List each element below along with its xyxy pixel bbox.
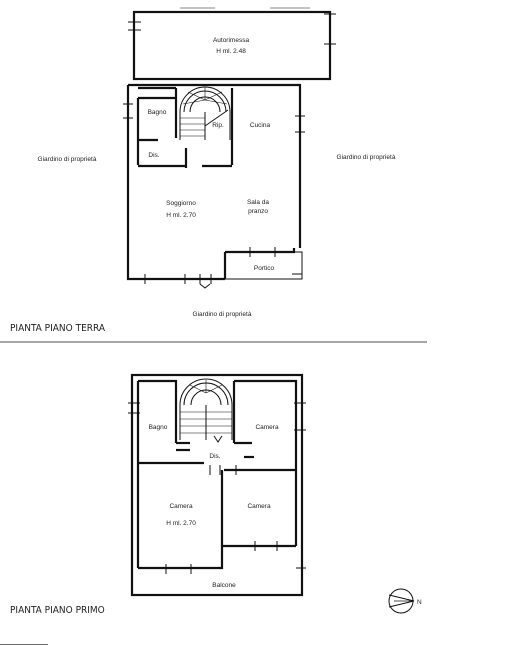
label-garage-height: H ml. 2.48 <box>216 48 246 55</box>
label-garage: Autorimessa <box>212 37 250 44</box>
label-garden-left: Giardino di proprietà <box>37 156 97 163</box>
title-ground-floor: PIANTA PIANO TERRA <box>10 323 105 334</box>
label-dining-1: Sala da <box>246 199 270 206</box>
garage-walls <box>134 12 330 79</box>
label-bathroom-ground: Bagno <box>147 109 167 116</box>
label-bedroom-se: Camera <box>247 503 271 510</box>
label-bedroom-sw-height: H ml. 2.70 <box>166 520 196 527</box>
label-kitchen: Cucina <box>249 122 271 129</box>
first-floor-plan <box>128 375 306 595</box>
label-living-height: H ml. 2.70 <box>166 212 196 219</box>
label-bathroom-first: Bagno <box>148 424 168 431</box>
label-garden-bottom: Giardino di proprietà <box>192 311 252 318</box>
north-arrow-icon <box>389 589 414 613</box>
title-first-floor: PIANTA PIANO PRIMO <box>10 605 105 616</box>
north-label: N <box>417 599 422 606</box>
label-living-room: Soggiorno <box>166 200 196 207</box>
label-hallway-first: Dis. <box>209 453 221 460</box>
label-porch: Portico <box>253 265 275 272</box>
entrance-marker <box>200 284 210 288</box>
label-storage: Rip. <box>212 122 224 129</box>
label-garden-right: Giardino di proprietà <box>336 154 396 161</box>
first-floor-walls <box>132 375 302 595</box>
label-bedroom-ne: Camera <box>255 424 279 431</box>
label-dining-2: pranzo <box>248 208 268 215</box>
label-balcony: Balcone <box>212 582 236 589</box>
label-hallway-ground: Dis. <box>148 152 160 159</box>
label-bedroom-sw: Camera <box>169 503 193 510</box>
